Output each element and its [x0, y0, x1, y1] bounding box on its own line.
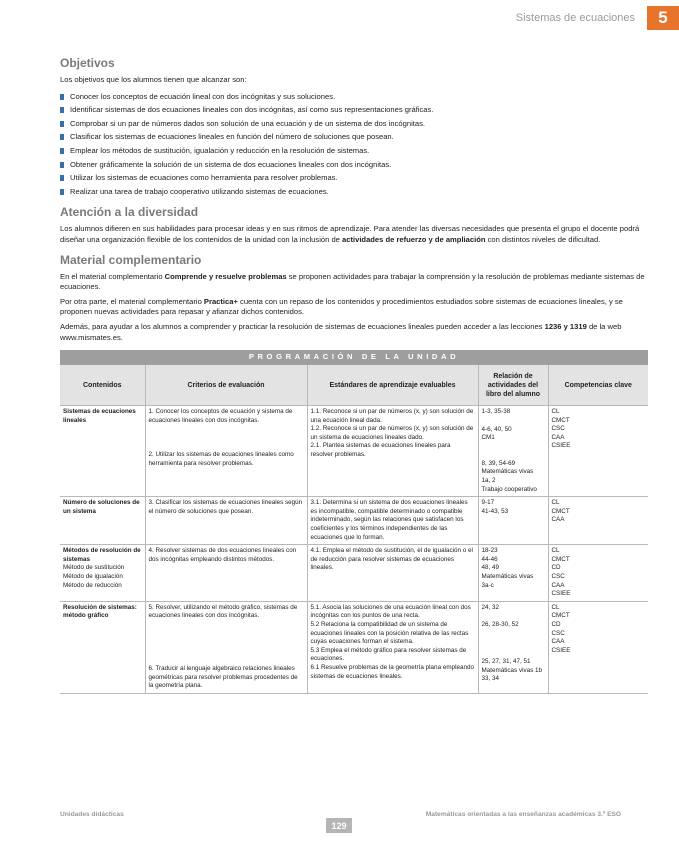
competencia-text: CL — [551, 499, 560, 507]
column-header: Estándares de aprendizaje evaluables — [307, 365, 478, 406]
bullet-square-icon — [60, 162, 64, 168]
criterio-cell: 4. Resolver sistemas de dos ecuaciones lineales con dos incógnitas empleando distintos métodos. — [145, 545, 307, 602]
actividad-text: Matemáticas vivas — [481, 468, 534, 476]
actividad-text: 41-43, 53 — [481, 507, 509, 515]
material-paragraph-2 — [60, 297, 648, 318]
column-header: Competencias clave — [548, 365, 648, 406]
spacer — [482, 417, 545, 426]
actividad-text: 1a, 2 — [481, 477, 496, 485]
competencias-cell — [548, 545, 648, 602]
actividad-text: 3a-c — [481, 581, 494, 589]
competencia-text: CL — [551, 408, 560, 416]
estandar-text: 6.1 Resuelve problemas de la geometría plana empleando sistemas de ecuaciones lineales. — [310, 663, 474, 680]
criterio-cell — [145, 601, 307, 693]
footer-left: Unidades didácticas — [60, 811, 124, 818]
competencia-text: CAA — [551, 638, 565, 646]
actividad-text: 1-3, 35-38 — [481, 408, 511, 416]
competencia-text: CL — [551, 603, 560, 611]
competencias-cell — [548, 601, 648, 693]
objetivo-text: Conocer los conceptos de ecuación lineal con dos incógnitas y sus soluciones. — [70, 91, 336, 101]
objetivo-item — [60, 103, 648, 117]
contenido-subitem: Método de sustitución — [63, 564, 125, 572]
actividades-cell — [478, 497, 548, 545]
estandar-text: 5.3 Emplea el método gráfico para resolver sistemas de ecuaciones. — [310, 646, 467, 663]
actividad-text: 9-17 — [481, 499, 495, 507]
objetivo-item — [60, 158, 648, 172]
objetivos-list — [60, 90, 648, 199]
header-title: Sistemas de ecuaciones — [515, 12, 635, 24]
bullet-square-icon — [60, 94, 64, 100]
table-row — [60, 601, 648, 693]
contenido-title: Métodos de resolución de sistemas — [63, 547, 141, 563]
objetivo-text: Utilizar los sistemas de ecuaciones como herramienta para resolver problemas. — [70, 173, 338, 183]
material-text: cuenta con un repaso de los contenidos y procedimientos estudiados sobre sistemas de ecuaciones lineales, y se proponen nuevas actividades para repasar y afianzar dichos contenidos. — [60, 296, 623, 317]
objetivo-text: Comprobar si un par de números dados son solución de una ecuación y de un sistema de dos incógnitas. — [70, 118, 426, 128]
competencia-text: CSIEE — [551, 442, 571, 450]
material-bold-text: Comprende y resuelve problemas — [164, 271, 287, 281]
material-text: Por otra parte, el material complementario — [60, 296, 204, 306]
column-header: Criterios de evaluación — [145, 365, 307, 406]
objetivo-item — [60, 130, 648, 144]
competencia-text: CL — [551, 547, 560, 555]
material-section — [60, 253, 648, 344]
diversidad-text: Los alumnos difieren en sus habilidades para procesar ideas y en sus ritmos de aprendizaje. Para atender las diversas necesidades que presenta el grupo el docente podrá diseñar una organización flexible de los contenidos de la unidad con la inclusión de — [60, 224, 640, 244]
actividad-text: 48, 49 — [481, 564, 500, 572]
material-text: se proponen actividades para trabajar la comprensión y la resolución de problemas mediante sistemas de ecuaciones. — [60, 271, 645, 292]
criterio-text: 5. Resolver, utilizando el método gráfico, sistemas de ecuaciones lineales con dos incógnitas. — [148, 603, 298, 620]
actividad-text: Trabajo cooperativo — [481, 485, 537, 493]
unit-number-badge: 5 — [647, 6, 679, 30]
material-text: Además, para ayudar a los alumnos a comprender y practicar la resolución de sistemas de ecuaciones lineales pueden acceder a las lecciones — [60, 321, 545, 331]
actividad-text: CM1 — [481, 434, 495, 442]
table-row — [60, 497, 648, 545]
estandar-cell — [307, 406, 478, 497]
bullet-square-icon — [60, 148, 64, 154]
spacer — [482, 612, 545, 621]
bullet-square-icon — [60, 189, 64, 195]
objetivo-item — [60, 117, 648, 131]
criterio-cell: 3. Clasificar los sistemas de ecuaciones lineales según el número de soluciones que posean. — [145, 497, 307, 545]
objetivo-item — [60, 90, 648, 104]
actividades-cell — [478, 545, 548, 602]
criterio-text: 6. Traducir al lenguaje algebraico relaciones lineales geométricas para resolver problemas procedentes de la geometría plana. — [148, 664, 298, 690]
table-title: PROGRAMACIÓN DE LA UNIDAD — [60, 350, 648, 365]
table-row — [60, 545, 648, 602]
contenido-cell: Sistemas de ecuaciones lineales — [60, 406, 145, 497]
material-bold-text: 1236 y 1319 — [544, 321, 587, 331]
spacer — [482, 630, 545, 658]
competencia-text: CSIEE — [551, 590, 571, 598]
footer-right: Matemáticas orientadas a las enseñanzas académicas 3.º ESO — [425, 811, 621, 818]
bullet-square-icon — [60, 107, 64, 113]
page-content — [60, 56, 648, 694]
competencia-text: CD — [551, 620, 561, 628]
competencia-text: CSIEE — [551, 646, 571, 654]
competencia-text: CMCT — [551, 416, 570, 424]
estandar-text: 5.2 Relaciona la compatibilidad de un sistema de ecuaciones lineales con la posición relativa de las rectas cuyas ecuaciones forman el sistema. — [310, 620, 469, 646]
competencia-text: CSC — [551, 573, 565, 580]
objetivo-text: Emplear los métodos de sustitución, igualación y reducción en la resolución de sistemas. — [70, 145, 370, 155]
estandar-cell — [307, 601, 478, 693]
competencia-text: CAA — [551, 433, 565, 441]
page-number: 129 — [326, 818, 352, 833]
competencia-text: CD — [551, 564, 561, 572]
actividad-text: Matemáticas vivas 1b — [481, 666, 543, 674]
contenido-cell: Número de soluciones de un sistema — [60, 497, 145, 545]
actividad-text: 26, 28-30, 52 — [481, 621, 519, 629]
actividades-cell — [478, 601, 548, 693]
objetivo-text: Clasificar los sistemas de ecuaciones lineales en función del número de soluciones que posean. — [70, 132, 394, 142]
actividad-text: 8, 39, 54-69 — [481, 459, 516, 467]
actividad-text: Matemáticas vivas — [481, 573, 534, 580]
diversidad-section — [60, 205, 648, 245]
estandar-text: 5.1. Asocia las soluciones de una ecuación lineal con dos incógnitas con los puntos de una recta. — [310, 603, 471, 620]
spacer — [149, 425, 304, 451]
objetivo-item — [60, 144, 648, 158]
actividad-text: 44-46 — [481, 555, 498, 563]
estandar-cell: 4.1. Emplea el método de sustitución, el de igualación o el de reducción para resolver sistemas de ecuaciones lineales. — [307, 545, 478, 602]
objetivo-item — [60, 171, 648, 185]
bullet-square-icon — [60, 134, 64, 140]
contenido-cell: Resolución de sistemas: método gráfico — [60, 601, 145, 693]
material-text: de la web www.mismates.es. — [60, 321, 622, 342]
estandar-text: 1.1. Reconoce si un par de números (x, y) son solución de una ecuación lineal dada. — [310, 408, 474, 424]
objetivo-text: Obtener gráficamente la solución de un sistema de dos ecuaciones lineales con dos incógnitas. — [70, 159, 392, 169]
actividades-cell — [478, 406, 548, 497]
material-paragraph-3 — [60, 322, 648, 343]
criterio-cell — [145, 406, 307, 497]
contenido-subitem: Método de reducción — [63, 581, 122, 589]
diversidad-heading: Atención a la diversidad — [60, 205, 199, 220]
actividad-text: 4-6, 40, 50 — [481, 425, 512, 433]
estandar-text: 1.2. Reconoce si un par de números (x, y) son solución de un sistema de ecuaciones lineales dado. — [310, 425, 474, 441]
competencia-text: CAA — [551, 581, 565, 589]
objetivo-item — [60, 185, 648, 199]
objetivo-text: Identificar sistemas de dos ecuaciones lineales con dos incógnitas, así como sus representaciones gráficas. — [70, 105, 434, 115]
estandar-cell: 3.1. Determina si un sistema de dos ecuaciones lineales es incompatible, compatible determinado o compatible indeterminado, según las relaciones que satisfacen los coeficientes y los términos independientes de las ecuaciones que lo forman. — [307, 497, 478, 545]
bullet-square-icon — [60, 121, 64, 127]
contenido-cell — [60, 545, 145, 602]
competencias-cell — [548, 406, 648, 497]
actividad-text: 25, 27, 31, 47, 51 — [481, 657, 531, 665]
material-bold-text: Practica+ — [203, 296, 238, 306]
competencia-text: CSC — [551, 629, 565, 637]
competencia-text: CAA — [551, 516, 565, 524]
diversidad-paragraph — [60, 224, 648, 245]
column-header: Relación de actividades del libro del alumno — [478, 365, 548, 406]
spacer — [149, 621, 304, 665]
table-row — [60, 406, 648, 497]
diversidad-text-end: con distintos niveles de dificultad. — [485, 234, 601, 244]
material-paragraph-1 — [60, 272, 648, 293]
actividad-text: 24, 32 — [481, 603, 500, 611]
material-heading: Material complementario — [60, 252, 202, 267]
actividad-text: 18-23 — [481, 547, 498, 555]
objetivos-intro: Los objetivos que los alumnos tienen que alcanzar son: — [60, 75, 247, 84]
objetivos-section — [60, 56, 648, 198]
objetivos-heading: Objetivos — [60, 56, 115, 70]
column-header: Contenidos — [60, 365, 145, 406]
criterio-text: 1. Conocer los conceptos de ecuación y sistema de ecuaciones lineales con dos incógnitas. — [148, 408, 293, 424]
competencia-text: CMCT — [551, 555, 570, 563]
competencia-text: CMCT — [551, 612, 570, 620]
diversidad-bold-text: actividades de refuerzo y de ampliación — [342, 234, 486, 244]
competencia-text: CSC — [551, 425, 565, 433]
programacion-table — [60, 350, 648, 694]
objetivo-text: Realizar una tarea de trabajo cooperativo utilizando sistemas de ecuaciones. — [70, 186, 329, 196]
competencia-text: CMCT — [551, 507, 570, 515]
competencias-cell — [548, 497, 648, 545]
actividad-text: 33, 34 — [481, 675, 500, 683]
material-text: En el material complementario — [60, 271, 165, 281]
spacer — [482, 443, 545, 460]
criterio-text: 2. Utilizar los sistemas de ecuaciones lineales como herramienta para resolver problemas. — [148, 451, 294, 467]
bullet-square-icon — [60, 175, 64, 181]
estandar-text: 2.1. Plantea sistemas de ecuaciones lineales para resolver problemas. — [310, 442, 451, 459]
running-header — [516, 7, 679, 29]
contenido-subitem: Método de igualación — [63, 573, 123, 580]
